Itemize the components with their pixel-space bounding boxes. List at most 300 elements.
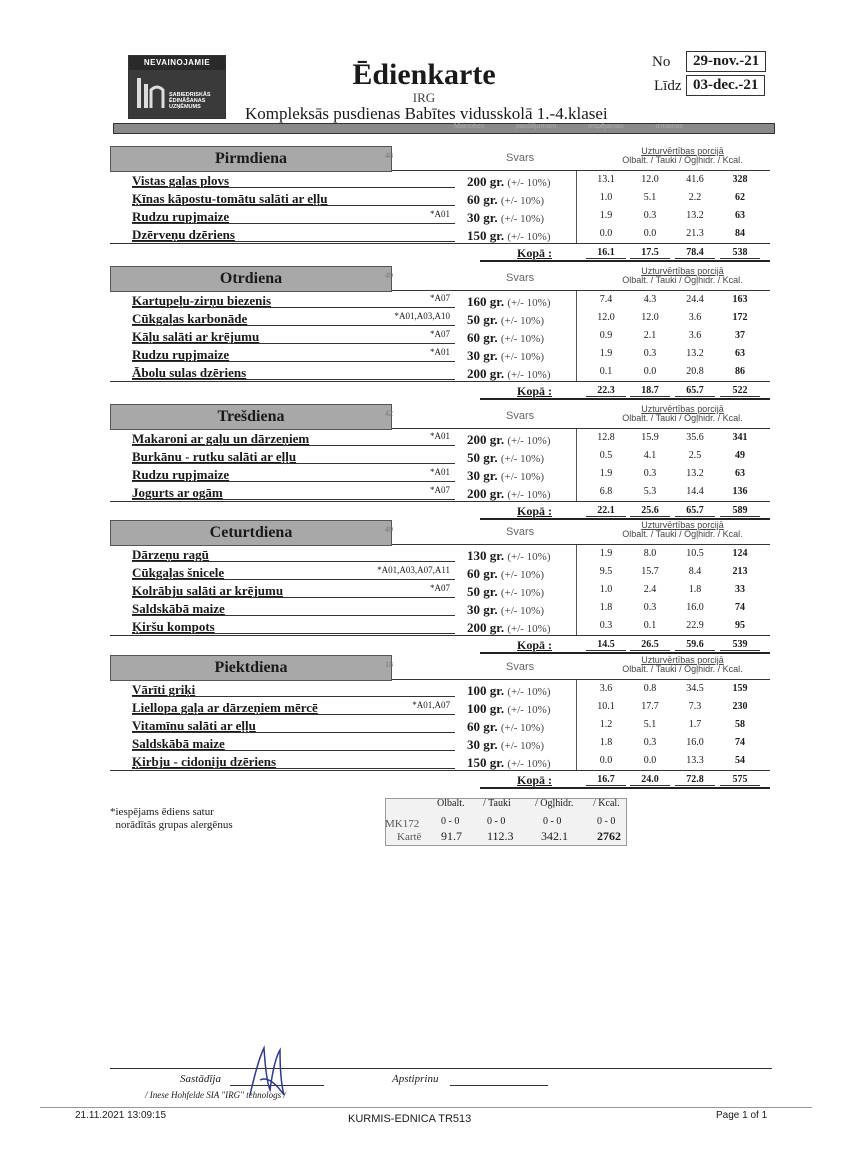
weight-header: Svars bbox=[506, 410, 535, 422]
portion-weight bbox=[467, 366, 551, 382]
day-block bbox=[110, 146, 770, 262]
weight-value: 50 bbox=[467, 584, 480, 599]
total-carbs: 78.4 bbox=[675, 247, 715, 259]
date-to: 03-dec.-21 bbox=[686, 75, 765, 96]
nutrition-title: Uzturvērtības porcijā bbox=[641, 404, 724, 414]
nutrition-columns: Olbalt. / Tauki / Ogļhidr. / Kcal. bbox=[622, 529, 743, 539]
dish-name: Jogurts ar ogām bbox=[132, 485, 223, 500]
column-divider bbox=[576, 617, 577, 635]
protein-value: 1.2 bbox=[599, 719, 613, 730]
portion-weight bbox=[467, 683, 551, 699]
allergen-codes: *A07 bbox=[430, 485, 450, 495]
nutrition-header bbox=[595, 521, 770, 539]
day-header bbox=[110, 266, 770, 291]
portion-weight bbox=[467, 468, 544, 484]
dish-underline bbox=[132, 696, 455, 697]
print-date: 21.11.2021 13:09:15 bbox=[75, 1110, 167, 1121]
allergen-codes: *A01 bbox=[430, 209, 450, 219]
carbs-value: 7.3 bbox=[688, 701, 702, 712]
page-subtitle: IRG bbox=[412, 90, 436, 105]
weight-value: 200 bbox=[467, 366, 487, 381]
dish-name: Ķīnas kāpostu-tomātu salāti ar eļļu bbox=[132, 191, 328, 206]
day-name: Pirmdiena bbox=[110, 146, 392, 172]
weight-unit: gr. bbox=[483, 584, 498, 599]
weight-tolerance: (+/- 10%) bbox=[507, 177, 551, 189]
kcal-value: 49 bbox=[735, 450, 745, 461]
menu-item-row bbox=[110, 327, 770, 345]
kcal-value: 172 bbox=[732, 312, 748, 323]
menu-item-row bbox=[110, 429, 770, 447]
fat-value: 2.4 bbox=[643, 584, 657, 595]
dish-underline bbox=[132, 463, 455, 464]
protein-value: 1.0 bbox=[599, 192, 613, 203]
allergen-codes: *A01 bbox=[430, 467, 450, 477]
weight-unit: gr. bbox=[489, 548, 505, 563]
no-label: No bbox=[652, 54, 671, 70]
dish-name: Dārzeņu ragū bbox=[132, 547, 209, 562]
apstiprinu-label: Apstiprinu bbox=[392, 1073, 439, 1085]
sum-cell: 0 - 0 bbox=[543, 816, 562, 827]
portion-weight bbox=[467, 312, 544, 328]
weight-unit: gr. bbox=[489, 432, 505, 447]
nutrition-title: Uzturvērtības porcijā bbox=[641, 655, 724, 665]
allergen-codes: *A07 bbox=[430, 293, 450, 303]
fat-value: 0.3 bbox=[643, 210, 657, 221]
dish-name: Ķiršu kompots bbox=[132, 619, 215, 634]
dish-name: Cūkgaļas karbonāde bbox=[132, 311, 248, 326]
sum-cell: 91.7 bbox=[441, 829, 462, 843]
protein-value: 12.0 bbox=[597, 312, 615, 323]
weight-tolerance: (+/- 10%) bbox=[507, 686, 551, 698]
menu-item-row bbox=[110, 291, 770, 309]
nutrition-header bbox=[595, 267, 770, 285]
total-fat: 25.6 bbox=[630, 505, 670, 517]
column-divider bbox=[576, 345, 577, 363]
day-week-number: 49 bbox=[385, 271, 393, 280]
carbs-value: 1.7 bbox=[688, 719, 702, 730]
sum-h-kcal: / Kcal. bbox=[593, 798, 620, 809]
weight-tolerance: (+/- 10%) bbox=[500, 351, 544, 363]
sum-h-olbalt: Olbalt. bbox=[437, 798, 465, 809]
protein-value: 3.6 bbox=[599, 683, 613, 694]
weight-tolerance: (+/- 10%) bbox=[507, 369, 551, 381]
legend-word: pasūtījumam bbox=[515, 123, 557, 130]
weight-value: 160 bbox=[467, 294, 487, 309]
weight-tolerance: (+/- 10%) bbox=[507, 623, 551, 635]
dish-underline bbox=[132, 597, 455, 598]
weight-tolerance: (+/- 10%) bbox=[507, 551, 551, 563]
dish-underline bbox=[132, 579, 455, 580]
weight-unit: gr. bbox=[483, 330, 498, 345]
protein-value: 1.9 bbox=[599, 348, 613, 359]
total-protein: 22.1 bbox=[586, 505, 626, 517]
weight-unit: gr. bbox=[489, 174, 505, 189]
page-title: Ēdienkarte bbox=[352, 58, 496, 91]
column-divider bbox=[576, 171, 577, 189]
kcal-value: 230 bbox=[732, 701, 748, 712]
column-divider bbox=[576, 447, 577, 465]
person-name: / Inese Hohfelde SIA "IRG" tehnologs / bbox=[145, 1090, 286, 1100]
weight-value: 50 bbox=[467, 312, 480, 327]
weight-unit: gr. bbox=[483, 450, 498, 465]
dish-name: Ābolu sulas dzēriens bbox=[132, 365, 247, 380]
weight-value: 30 bbox=[467, 468, 480, 483]
protein-value: 1.0 bbox=[599, 584, 613, 595]
fat-value: 17.7 bbox=[641, 701, 659, 712]
portion-weight bbox=[467, 584, 544, 600]
day-total-row bbox=[110, 770, 770, 789]
weight-value: 30 bbox=[467, 737, 480, 752]
sum-row2-label: Kartē bbox=[397, 831, 422, 843]
day-header bbox=[110, 520, 770, 545]
day-total-row bbox=[110, 243, 770, 262]
menu-item-row bbox=[110, 734, 770, 752]
menu-item-row bbox=[110, 309, 770, 327]
apstiprinu-line bbox=[450, 1085, 548, 1086]
portion-weight bbox=[467, 348, 544, 364]
protein-value: 1.8 bbox=[599, 602, 613, 613]
fat-value: 2.1 bbox=[643, 330, 657, 341]
fat-value: 0.0 bbox=[643, 228, 657, 239]
portion-weight bbox=[467, 294, 551, 310]
dish-name: Rudzu rupjmaize bbox=[132, 347, 230, 362]
weight-unit: gr. bbox=[483, 737, 498, 752]
carbs-value: 13.3 bbox=[686, 755, 704, 766]
dish-name: Liellopa gaļa ar dārzeņiem mērcē bbox=[132, 700, 318, 715]
protein-value: 10.1 bbox=[597, 701, 615, 712]
day-block bbox=[110, 520, 770, 654]
weight-unit: gr. bbox=[489, 486, 505, 501]
dish-name: Kolrābju salāti ar krējumu bbox=[132, 583, 284, 598]
total-carbs: 59.6 bbox=[675, 639, 715, 651]
weight-value: 60 bbox=[467, 566, 480, 581]
carbs-value: 13.2 bbox=[686, 468, 704, 479]
weight-value: 60 bbox=[467, 719, 480, 734]
menu-item-row bbox=[110, 581, 770, 599]
weight-unit: gr. bbox=[489, 755, 505, 770]
weight-value: 30 bbox=[467, 210, 480, 225]
portion-weight bbox=[467, 620, 551, 636]
weight-header: Svars bbox=[506, 661, 535, 673]
weight-value: 100 bbox=[467, 701, 487, 716]
weight-value: 150 bbox=[467, 228, 487, 243]
carbs-value: 2.2 bbox=[688, 192, 702, 203]
dish-underline bbox=[132, 325, 455, 326]
column-divider bbox=[576, 189, 577, 207]
protein-value: 1.8 bbox=[599, 737, 613, 748]
total-label: Kopā : bbox=[517, 246, 553, 260]
carbs-value: 24.4 bbox=[686, 294, 704, 305]
allergen-codes: *A01,A03,A10 bbox=[394, 311, 450, 321]
protein-value: 9.5 bbox=[599, 566, 613, 577]
menu-item-row bbox=[110, 465, 770, 483]
weight-tolerance: (+/- 10%) bbox=[507, 435, 551, 447]
day-name: Ceturtdiena bbox=[110, 520, 392, 546]
weight-header: Svars bbox=[506, 272, 535, 284]
weight-unit: gr. bbox=[489, 683, 505, 698]
dish-name: Vistas gaļas plovs bbox=[132, 173, 230, 188]
kcal-value: 95 bbox=[735, 620, 745, 631]
kcal-value: 136 bbox=[732, 486, 748, 497]
dish-underline bbox=[132, 343, 455, 344]
fat-value: 0.0 bbox=[643, 366, 657, 377]
weight-unit: gr. bbox=[489, 620, 505, 635]
kcal-value: 163 bbox=[732, 294, 748, 305]
menu-item-row bbox=[110, 447, 770, 465]
portion-weight bbox=[467, 548, 551, 564]
day-block bbox=[110, 404, 770, 520]
column-divider bbox=[576, 291, 577, 309]
carbs-value: 3.6 bbox=[688, 312, 702, 323]
fat-value: 4.1 bbox=[643, 450, 657, 461]
protein-value: 0.9 bbox=[599, 330, 613, 341]
total-fat: 26.5 bbox=[630, 639, 670, 651]
portion-weight bbox=[467, 755, 551, 771]
day-total-row bbox=[110, 635, 770, 654]
carbs-value: 8.4 bbox=[688, 566, 702, 577]
day-header bbox=[110, 146, 770, 171]
menu-item-row bbox=[110, 617, 770, 635]
day-week-number: 18 bbox=[385, 660, 393, 669]
dish-name: Cūkgaļas šnicele bbox=[132, 565, 225, 580]
column-divider bbox=[576, 429, 577, 447]
dish-underline bbox=[132, 205, 455, 206]
weight-tolerance: (+/- 10%) bbox=[500, 315, 544, 327]
weight-value: 60 bbox=[467, 192, 480, 207]
carbs-value: 2.5 bbox=[688, 450, 702, 461]
weight-unit: gr. bbox=[483, 192, 498, 207]
weight-tolerance: (+/- 10%) bbox=[500, 569, 544, 581]
weight-tolerance: (+/- 10%) bbox=[507, 297, 551, 309]
total-kcal: 589 bbox=[720, 505, 760, 517]
column-divider bbox=[576, 363, 577, 381]
nutrition-columns: Olbalt. / Tauki / Ogļhidr. / Kcal. bbox=[622, 275, 743, 285]
protein-value: 13.1 bbox=[597, 174, 615, 185]
menu-item-row bbox=[110, 680, 770, 698]
carbs-value: 34.5 bbox=[686, 683, 704, 694]
menu-item-row bbox=[110, 698, 770, 716]
total-carbs: 65.7 bbox=[675, 385, 715, 397]
nutrition-columns: Olbalt. / Tauki / Ogļhidr. / Kcal. bbox=[622, 413, 743, 423]
day-name: Otrdiena bbox=[110, 266, 392, 292]
lidz-label: Līdz bbox=[654, 78, 682, 94]
day-name: Piektdiena bbox=[110, 655, 392, 681]
fat-value: 5.1 bbox=[643, 719, 657, 730]
dish-name: Saldskābā maize bbox=[132, 736, 225, 751]
day-block bbox=[110, 266, 770, 400]
weight-tolerance: (+/- 10%) bbox=[507, 489, 551, 501]
weight-value: 30 bbox=[467, 348, 480, 363]
fat-value: 0.1 bbox=[643, 620, 657, 631]
weight-unit: gr. bbox=[483, 348, 498, 363]
total-underline bbox=[480, 787, 770, 789]
weight-tolerance: (+/- 10%) bbox=[500, 213, 544, 225]
kcal-value: 63 bbox=[735, 468, 745, 479]
fat-value: 12.0 bbox=[641, 174, 659, 185]
kcal-value: 58 bbox=[735, 719, 745, 730]
change-notice bbox=[454, 123, 774, 130]
legend-word: Mainoties bbox=[454, 123, 484, 130]
sum-cell: 0 - 0 bbox=[597, 816, 616, 827]
kcal-value: 63 bbox=[735, 348, 745, 359]
fat-value: 0.3 bbox=[643, 468, 657, 479]
kcal-value: 84 bbox=[735, 228, 745, 239]
allergen-codes: *A07 bbox=[430, 583, 450, 593]
protein-value: 1.9 bbox=[599, 468, 613, 479]
kcal-value: 213 bbox=[732, 566, 748, 577]
dish-underline bbox=[132, 187, 455, 188]
column-divider bbox=[576, 327, 577, 345]
sum-cell: 342.1 bbox=[541, 829, 568, 843]
dish-underline bbox=[132, 481, 455, 482]
allergen-codes: *A01,A07 bbox=[412, 700, 450, 710]
portion-weight bbox=[467, 330, 544, 346]
nutrition-header bbox=[595, 405, 770, 423]
total-label: Kopā : bbox=[517, 638, 553, 652]
weight-tolerance: (+/- 10%) bbox=[500, 471, 544, 483]
dish-underline bbox=[132, 223, 455, 224]
dish-name: Vārīti griķi bbox=[132, 682, 196, 697]
fat-value: 15.9 bbox=[641, 432, 659, 443]
protein-value: 6.8 bbox=[599, 486, 613, 497]
portion-weight bbox=[467, 174, 551, 190]
legend-word: izmaiņas bbox=[655, 123, 684, 130]
doc-code: KURMIS-EDNICA TR513 bbox=[348, 1113, 472, 1125]
menu-item-row bbox=[110, 716, 770, 734]
protein-value: 0.0 bbox=[599, 755, 613, 766]
dish-name: Saldskābā maize bbox=[132, 601, 225, 616]
dish-name: Rudzu rupjmaize bbox=[132, 467, 230, 482]
protein-value: 0.3 bbox=[599, 620, 613, 631]
dish-underline bbox=[132, 768, 455, 769]
kcal-value: 54 bbox=[735, 755, 745, 766]
weight-value: 30 bbox=[467, 602, 480, 617]
carbs-value: 13.2 bbox=[686, 348, 704, 359]
fat-value: 0.0 bbox=[643, 755, 657, 766]
total-fat: 17.5 bbox=[630, 247, 670, 259]
carbs-value: 16.0 bbox=[686, 602, 704, 613]
total-carbs: 72.8 bbox=[675, 774, 715, 786]
total-underline bbox=[480, 260, 770, 262]
carbs-value: 16.0 bbox=[686, 737, 704, 748]
kcal-value: 86 bbox=[735, 366, 745, 377]
allergen-codes: *A01 bbox=[430, 431, 450, 441]
legend-word: iespējamas bbox=[588, 123, 624, 130]
dish-underline bbox=[132, 241, 455, 242]
weight-unit: gr. bbox=[483, 312, 498, 327]
kcal-value: 37 bbox=[735, 330, 745, 341]
dish-underline bbox=[132, 750, 455, 751]
total-fat: 24.0 bbox=[630, 774, 670, 786]
dish-underline bbox=[132, 732, 455, 733]
carbs-value: 14.4 bbox=[686, 486, 704, 497]
weight-value: 130 bbox=[467, 548, 487, 563]
weight-tolerance: (+/- 10%) bbox=[500, 722, 544, 734]
nutrition-columns: Olbalt. / Tauki / Ogļhidr. / Kcal. bbox=[622, 664, 743, 674]
weight-tolerance: (+/- 10%) bbox=[500, 453, 544, 465]
sum-cell: 0 - 0 bbox=[487, 816, 506, 827]
nutrition-columns: Olbalt. / Tauki / Ogļhidr. / Kcal. bbox=[622, 155, 743, 165]
dish-underline bbox=[132, 361, 455, 362]
kcal-value: 159 bbox=[732, 683, 748, 694]
total-kcal: 522 bbox=[720, 385, 760, 397]
portion-weight bbox=[467, 228, 551, 244]
carbs-value: 22.9 bbox=[686, 620, 704, 631]
weight-tolerance: (+/- 10%) bbox=[507, 758, 551, 770]
sum-cell: 112.3 bbox=[487, 829, 514, 843]
weight-value: 100 bbox=[467, 683, 487, 698]
dish-underline bbox=[132, 615, 455, 616]
weight-value: 50 bbox=[467, 450, 480, 465]
fat-value: 0.3 bbox=[643, 348, 657, 359]
day-header bbox=[110, 404, 770, 429]
weight-unit: gr. bbox=[483, 468, 498, 483]
footer-divider bbox=[40, 1107, 812, 1108]
portion-weight bbox=[467, 192, 544, 208]
column-divider bbox=[576, 225, 577, 243]
weight-unit: gr. bbox=[489, 701, 505, 716]
fat-value: 4.3 bbox=[643, 294, 657, 305]
weight-value: 150 bbox=[467, 755, 487, 770]
protein-value: 1.9 bbox=[599, 548, 613, 559]
column-divider bbox=[576, 465, 577, 483]
portion-weight bbox=[467, 566, 544, 582]
portion-weight bbox=[467, 737, 544, 753]
column-divider bbox=[576, 563, 577, 581]
weight-tolerance: (+/- 10%) bbox=[500, 587, 544, 599]
weight-unit: gr. bbox=[483, 602, 498, 617]
total-carbs: 65.7 bbox=[675, 505, 715, 517]
logo-subtext: SABIEDRISKĀS ĒDINĀŠANAS UZŅĒMUMS bbox=[169, 92, 211, 110]
column-divider bbox=[576, 599, 577, 617]
kcal-value: 33 bbox=[735, 584, 745, 595]
allergen-footnote: *iespējams ēdiens satur norādītās grupas alergēnus bbox=[110, 806, 233, 831]
protein-value: 0.0 bbox=[599, 228, 613, 239]
weight-header: Svars bbox=[506, 526, 535, 538]
allergen-codes: *A07 bbox=[430, 329, 450, 339]
total-label: Kopā : bbox=[517, 384, 553, 398]
total-underline bbox=[480, 398, 770, 400]
column-divider bbox=[576, 752, 577, 770]
total-underline bbox=[480, 652, 770, 654]
dish-underline bbox=[132, 714, 455, 715]
menu-item-row bbox=[110, 207, 770, 225]
menu-item-row bbox=[110, 363, 770, 381]
column-divider bbox=[576, 207, 577, 225]
portion-weight bbox=[467, 210, 544, 226]
dish-underline bbox=[132, 307, 455, 308]
portion-weight bbox=[467, 602, 544, 618]
carbs-value: 1.8 bbox=[688, 584, 702, 595]
weight-value: 200 bbox=[467, 620, 487, 635]
fat-value: 5.1 bbox=[643, 192, 657, 203]
total-protein: 16.7 bbox=[586, 774, 626, 786]
weight-tolerance: (+/- 10%) bbox=[500, 740, 544, 752]
protein-value: 1.9 bbox=[599, 210, 613, 221]
menu-item-row bbox=[110, 483, 770, 501]
signature-divider bbox=[110, 1068, 772, 1069]
carbs-value: 20.8 bbox=[686, 366, 704, 377]
carbs-value: 3.6 bbox=[688, 330, 702, 341]
protein-value: 12.8 bbox=[597, 432, 615, 443]
dish-underline bbox=[132, 445, 455, 446]
fat-value: 5.3 bbox=[643, 486, 657, 497]
dish-name: Vitamīnu salāti ar eļļu bbox=[132, 718, 256, 733]
portion-weight bbox=[467, 486, 551, 502]
dish-name: Kāļu salāti ar krējumu bbox=[132, 329, 260, 344]
menu-item-row bbox=[110, 189, 770, 207]
portion-weight bbox=[467, 719, 544, 735]
